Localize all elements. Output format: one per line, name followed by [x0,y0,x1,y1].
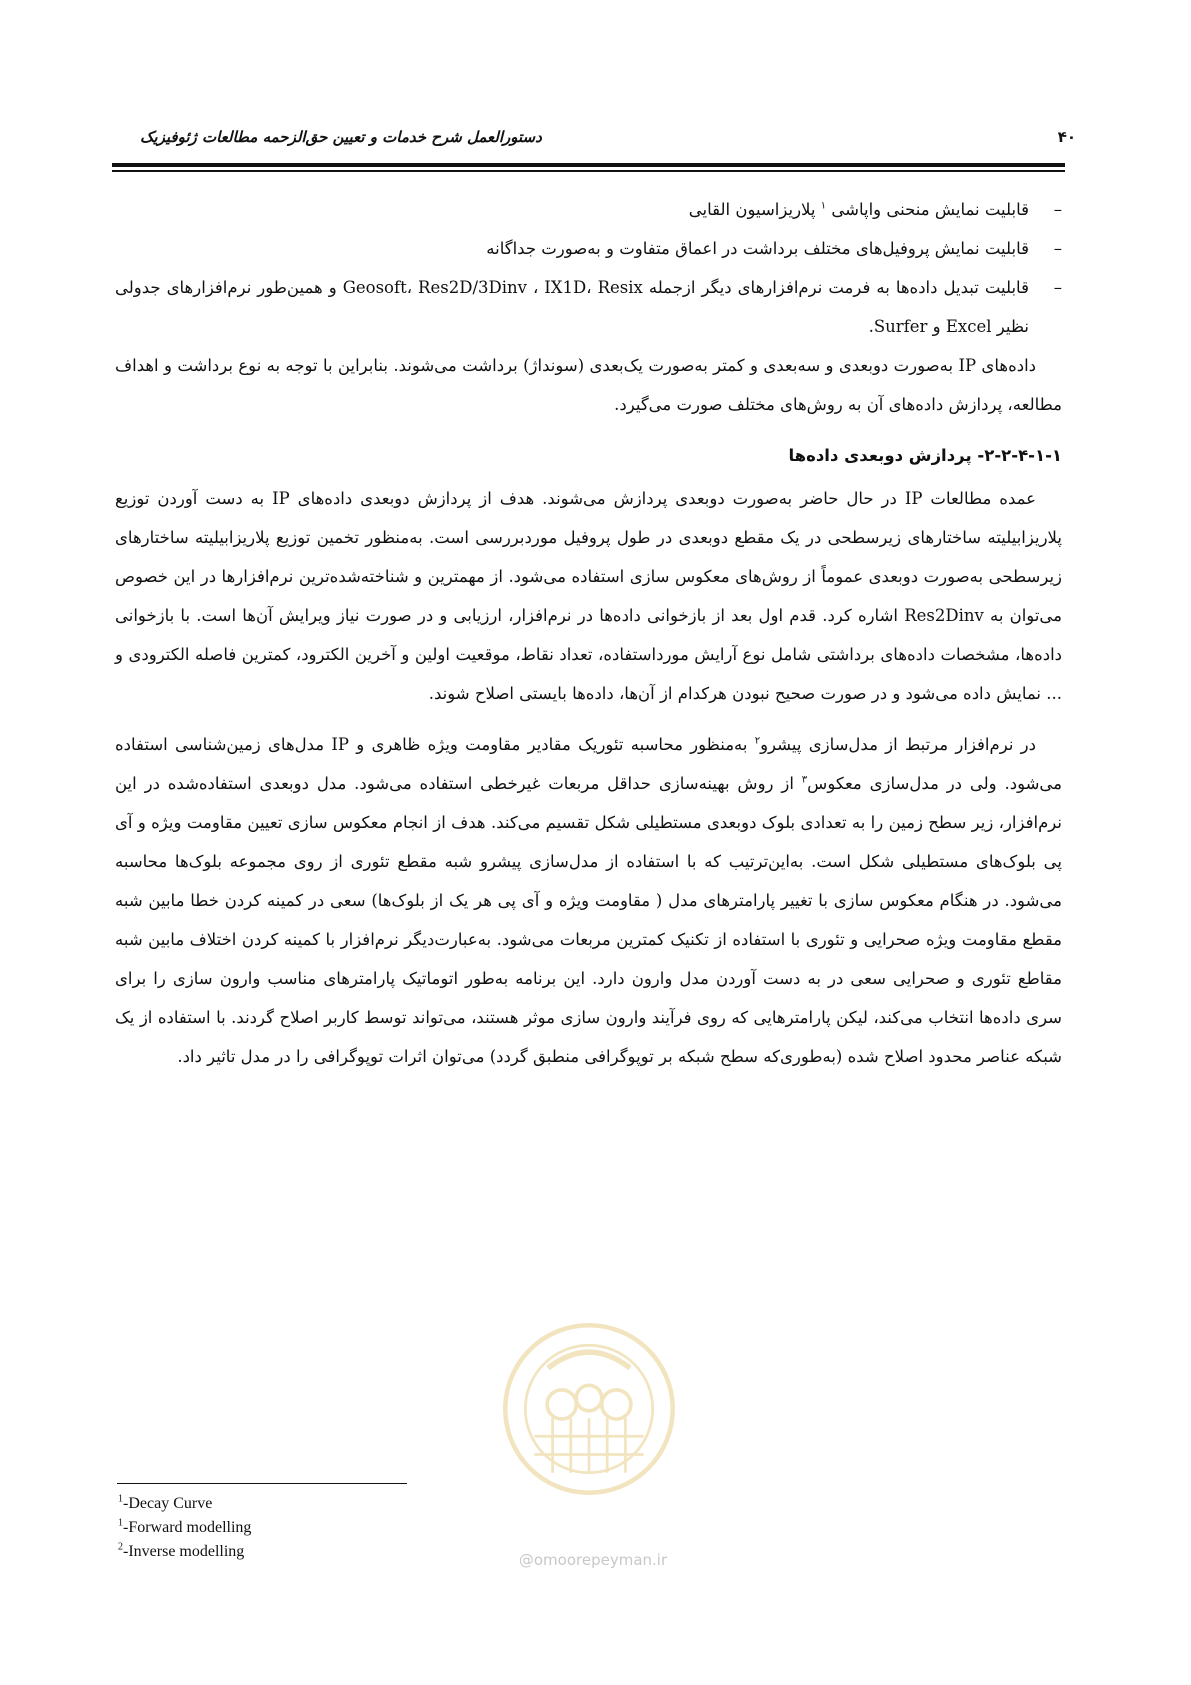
bullet-item [115,229,1062,268]
footnote-marker: ۳ [801,774,808,786]
paragraph-gap [115,713,1062,725]
bullet-text: قابلیت تبدیل داده‌ها به فرمت نرم‌افزارهای دیگر ازجمله Geosoft، Res2D/3Dinv ، IX1D، Resix و همین‌طور نرم‌افزارهای جدولی نظیر Excel و Surfer. [115,278,1029,336]
paragraph-text: به‌منظور محاسبه تئوریک مقادیر مقاومت ویژه ظاهری و IP مدل‌های زمین‌شناسی استفاده می‌شود. ولی در مدل‌سازی معکوس [115,735,1063,793]
footnote-item [118,1492,251,1516]
intro-paragraph: داده‌های IP به‌صورت دوبعدی و سه‌بعدی و کمتر به‌صورت یک‌بعدی (سونداژ) برداشت می‌شوند. بنابراین با توجه به نوع برداشت و اهداف مطالعه، پردازش داده‌های آن به روش‌های مختلف صورت می‌گیرد. [115,356,1062,414]
footnotes [118,1492,251,1564]
bullet-item [115,190,1062,229]
paragraph-text: از روش بهینه‌سازی حداقل مربعات غیرخطی استفاده می‌شود. مدل دوبعدی استفاده‌شده در این نرم‌افزار، زیر سطح زمین را به تعدادی بلوک دوبعدی مستطیلی شکل تقسیم می‌کند. هدف از انجام معکوس سازی تعیین مقاومت ویژه و آی پی بلوک‌های مستطیلی شکل است. به‌این‌ترتیب که با استفاده از مدل‌سازی پیشرو شبه مقطع تئوری از روی مجموعه بلوک‌ها محاسبه می‌شود. در هنگام معکوس سازی با تغییر پارامترهای مدل ( مقاومت ویژه و آی پی هر یک از بلوک‌ها) سعی در کمینه کردن خطا مابین شبه مقطع مقاومت ویژه صحرایی و تئوری با استفاده از تکنیک کمترین مربعات می‌شود. به‌عبارت‌دیگر نرم‌افزار با کمینه کردن اختلاف مابین شبه مقاطع تئوری و صحرایی سعی در به دست آوردن مدل وارون دارد. این برنامه به‌طور اتوماتیک پارامترهای مناسب وارون سازی را برای سری داده‌ها انتخاب می‌کند، لیکن پارامترهایی که روی فرآیند وارون سازی موثر هستند، می‌تواند توسط کاربر اصلاح گردند. با استفاده از یک شبکه عناصر محدود اصلاح شده (به‌طوری‌که سطح شبکه بر توپوگرافی منطبق گردد) می‌توان اثرات توپوگرافی را در مدل تاثیر داد. [115,774,1062,1066]
footnote-text: -Inverse modelling [123,1543,245,1560]
page-number: ۴۰ [1057,128,1076,146]
bullet-dash: – [1053,239,1062,258]
footnote-item [118,1516,251,1540]
footnote-marker: ۱ [820,200,827,212]
body-paragraph: عمده مطالعات IP در حال حاضر به‌صورت دوبعدی پردازش می‌شوند. هدف از پردازش دوبعدی داده‌های IP به دست آوردن توزیع پلاریزابیلیته ساختارهای زیرسطحی در یک مقطع دوبعدی در طول پروفیل موردبررسی است. به‌منظور تخمین توزیع پلاریزابیلیته ساختارهای زیرسطحی به‌صورت دوبعدی عموماً از روش‌های معکوس سازی استفاده می‌شود. از مهمترین و شناخته‌شده‌ترین نرم‌افزارها در این خصوص می‌توان به Res2Dinv اشاره کرد. قدم اول بعد از بازخوانی داده‌ها در نرم‌افزار، ارزیابی و در صورت نیاز ویرایش آن‌ها است. با بازخوانی داده‌ها، مشخصات داده‌های برداشتی شامل نوع آرایش مورداستفاده، تعداد نقاط، موقعیت اولین و آخرین الکترود، کمترین فاصله الکترودی و ... نمایش داده می‌شود و در صورت صحیح نبودن هرکدام از آن‌ها، داده‌ها بایستی اصلاح شوند. [115,489,1062,703]
bullet-dash: – [1053,200,1062,219]
footnote-rule [117,1483,407,1484]
header-rule-thin [112,170,1065,172]
bullet-text: قابلیت نمایش پروفیل‌های مختلف برداشت در اعماق متفاوت و به‌صورت جداگانه [486,239,1029,258]
body-paragraph [115,725,1062,1076]
section-heading: ۲-۲-۴-۱-۱- پردازش دوبعدی داده‌ها [788,446,1062,465]
footnote-text: -Decay Curve [123,1495,213,1512]
bullet-text: قابلیت نمایش منحنی واپاشی [831,200,1029,219]
bullet-item [115,268,1062,346]
header-rule-thick [112,163,1065,167]
watermark-seal [498,1318,680,1500]
footnote-number: 1 [118,1517,123,1529]
footnote-marker: ۲ [754,735,761,747]
watermark-url: @omoorepeyman.ir [518,1551,668,1569]
document-body [115,190,1062,1076]
paragraph-text: در نرم‌افزار مرتبط از مدل‌سازی پیشرو [760,735,1036,754]
running-header-title: دستورالعمل شرح خدمات و تعیین حق‌الزحمه مطالعات ژئوفیزیک [140,128,542,146]
footnote-number: 2 [118,1541,123,1553]
bullet-dash: – [1053,278,1062,297]
footnote-text: -Forward modelling [123,1519,252,1536]
footnote-item [118,1540,251,1564]
footnote-number: 1 [118,1493,123,1505]
bullet-text-continued: پلاریزاسیون القایی [688,200,816,219]
